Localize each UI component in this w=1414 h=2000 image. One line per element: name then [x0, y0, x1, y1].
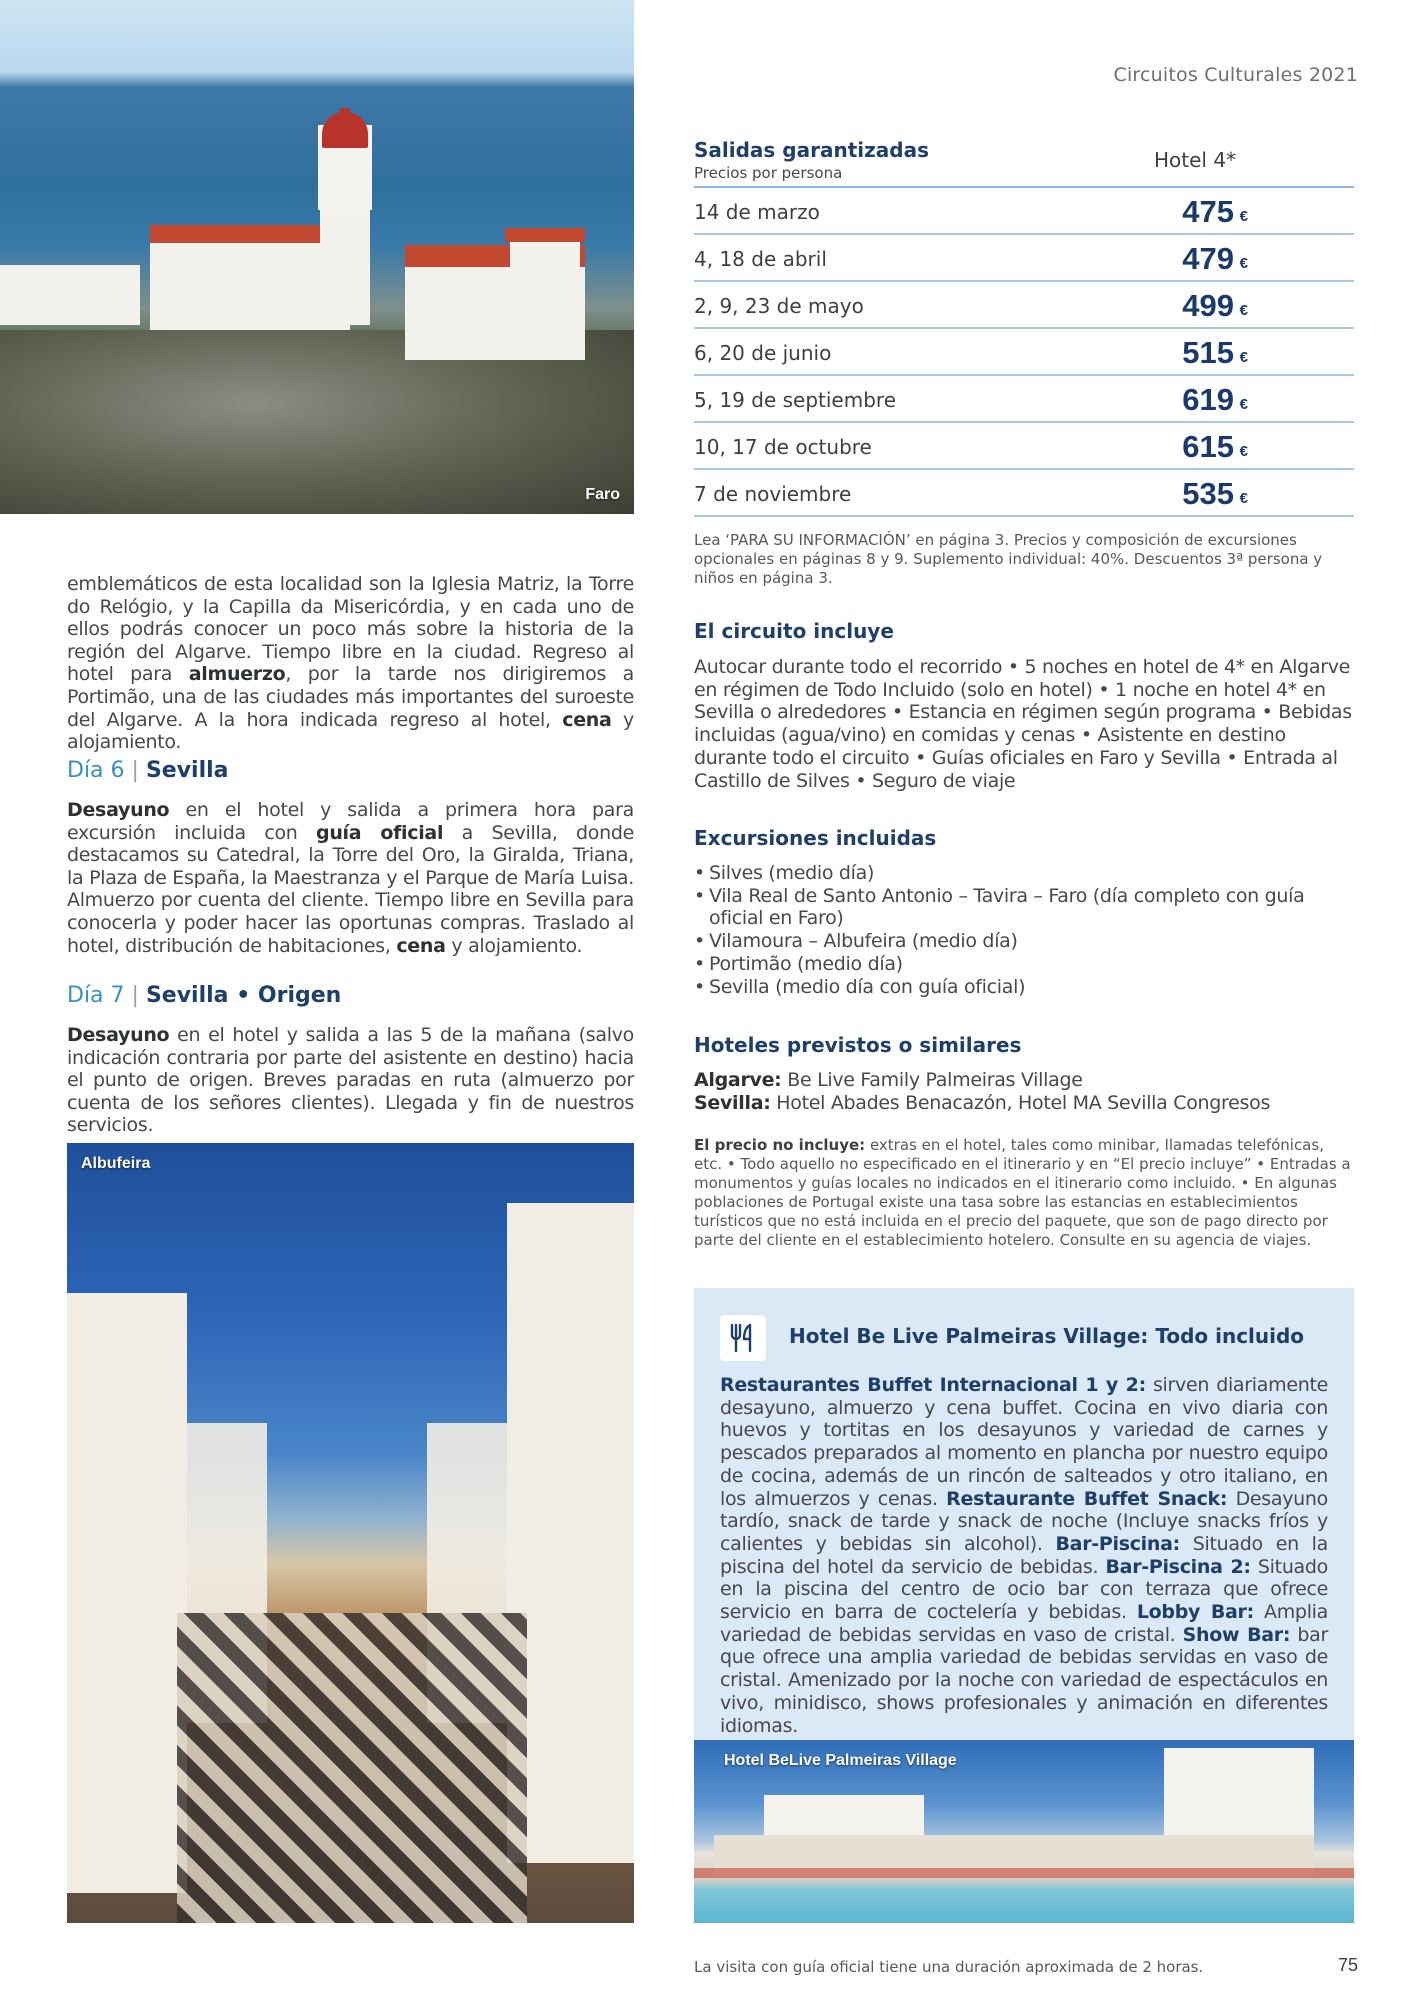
bold-run: guía oficial: [316, 821, 444, 844]
text-run: y alojamiento.: [445, 934, 583, 957]
text-run: en el hotel y salida a las 5 de la mañana (salvo indicación contraria por parte del asistente en destino) hacia el punto de origen. Breves paradas en ruta (almuerzo por cuenta de los señores clientes). Llegada y fin de nuestros servicios.: [67, 1024, 634, 1137]
hoteles-lines: [694, 1069, 1354, 1114]
list-item: • Portimão (medio día): [694, 953, 1354, 976]
hotel-line: [694, 1069, 1354, 1092]
day7-label: Día 7: [67, 983, 125, 1008]
day7-heading: [67, 983, 341, 1008]
day6-body: [67, 799, 634, 957]
price-currency: €: [1239, 208, 1248, 225]
text-run: bar que ofrece una amplia variedad de bebidas servidas en vaso de cristal. Amenizado por la noche con variedad de espectáculos en vivo, minidisco, shows profesionales y animación en diferentes idiomas.: [720, 1623, 1328, 1737]
hotel-box-body: [720, 1374, 1328, 1737]
price-table: [694, 138, 1354, 517]
day6-title: Sevilla: [145, 758, 229, 783]
hotel-line-value: Be Live Family Palmeiras Village: [781, 1069, 1083, 1091]
price-table-title: Salidas garantizadas: [694, 138, 929, 162]
bold-run: cena: [562, 708, 612, 731]
hotel-photo: [694, 1740, 1354, 1923]
price-value: 515: [1182, 335, 1234, 370]
text-run: Desayuno tardío, snack de tarde y snack de noche (Incluye snacks fríos y calientes y bebidas sin alcohol).: [720, 1487, 1328, 1555]
text-run: Situado en la piscina del hotel da servicio de bebidas.: [720, 1532, 1328, 1578]
bold-run: Desayuno: [67, 799, 170, 821]
price-date: 5, 19 de septiembre: [694, 388, 896, 412]
bold-run: cena: [396, 934, 446, 957]
price-currency: €: [1239, 443, 1248, 460]
text-run: y alojamiento.: [67, 708, 634, 754]
price-currency: €: [1239, 349, 1248, 366]
bold-run: Restaurantes Buffet Internacional 1 y 2:: [720, 1374, 1146, 1396]
text-run: , por la tarde nos dirigiremos a Portimão, una de las ciudades más importantes del suroeste del Algarve. A la hora indicada regreso al hotel,: [67, 663, 634, 731]
precio-no-incluye-text: extras en el hotel, tales como minibar, llamadas telefónicas, etc. • Todo aquello no especificado en el itinerario y en “El precio incluye” • Entradas a monumentos y guías locales no indicados en el itinerario como incluido. • En algunas poblaciones de Portugal existe una tasa sobre las estancias en establecimientos turísticos que no está incluida en el precio del paquete, que son de pago directo por parte del cliente en el establecimiento hotelero. Consulte en su agencia de viajes.: [694, 1136, 1351, 1249]
bold-run: Show Bar:: [1182, 1623, 1291, 1646]
excursiones-list: [694, 862, 1354, 998]
precio-no-incluye: [694, 1136, 1354, 1250]
circuito-heading: El circuito incluye: [694, 619, 894, 643]
day6-body-text: [67, 799, 634, 957]
bold-run: Bar-Piscina:: [1055, 1532, 1180, 1555]
price-currency: €: [1239, 302, 1248, 319]
intro-paragraph: [67, 573, 634, 754]
hotel-all-inclusive-box: [694, 1288, 1354, 1740]
albufeira-photo-label: Albufeira: [81, 1155, 151, 1172]
hoteles-heading: Hoteles previstos o similares: [694, 1033, 1022, 1057]
bold-run: Desayuno: [67, 1024, 170, 1046]
price-value: 619: [1182, 382, 1234, 417]
list-item: • Silves (medio día): [694, 862, 1354, 885]
footer-note: La visita con guía oficial tiene una duración aproximada de 2 horas.: [694, 1958, 1204, 1976]
list-item: • Sevilla (medio día con guía oficial): [694, 976, 1354, 999]
text-run: emblemáticos de esta localidad son la Iglesia Matriz, la Torre do Relógio, y la Capilla da Misericórdia, y en cada uno de ellos podrás conocer un poco más sobre la historia de la región del Algarve. Tiempo libre en la ciudad. Regreso al hotel para: [67, 573, 634, 686]
price-row: [694, 376, 1354, 423]
precio-no-incluye-label: El precio no incluye:: [694, 1136, 866, 1154]
text-run: sirven diariamente desayuno, almuerzo y cena buffet. Cocina en vivo diaria con huevos y tortitas en los desayunos y variedad de carnes y pescados preparados al momento en plancha por nuestro equipo de cocina, además de un rincón de salteados y otro italiano, en los almuerzos y cenas.: [720, 1374, 1328, 1510]
day7-title: Sevilla • Origen: [145, 983, 342, 1008]
text-run: Amplia variedad de bebidas servidas en vaso de cristal.: [720, 1601, 1328, 1646]
hotel-line-value: Hotel Abades Benacazón, Hotel MA Sevilla Congresos: [770, 1091, 1271, 1114]
price-row: [694, 423, 1354, 470]
price-table-subtitle: Precios por persona: [694, 164, 843, 182]
day7-body-text: [67, 1024, 634, 1136]
day6-label: Día 6: [67, 758, 125, 783]
running-head: Circuitos Culturales 2021: [1113, 64, 1358, 86]
price-value: 615: [1182, 429, 1234, 464]
price-date: 4, 18 de abril: [694, 247, 827, 271]
price-row: [694, 470, 1354, 517]
price-row: [694, 188, 1354, 235]
price-date: 7 de noviembre: [694, 482, 852, 506]
price-table-column-header: Hotel 4*: [1154, 148, 1237, 172]
excursiones-heading: Excursiones incluidas: [694, 826, 937, 850]
price-value: 475: [1182, 194, 1234, 229]
price-currency: €: [1239, 490, 1248, 507]
day7-separator: |: [131, 983, 139, 1008]
price-table-header: [694, 138, 1354, 188]
price-note: Lea ‘PARA SU INFORMACIÓN’ en página 3. Precios y composición de excursiones opcionales en páginas 8 y 9. Suplemento individual: 40%. Descuentos 3ª persona y niños en página 3.: [694, 531, 1323, 587]
hotel-line-label: Sevilla:: [694, 1091, 771, 1114]
hotel-line: [694, 1092, 1354, 1115]
bold-run: Bar-Piscina 2:: [1105, 1555, 1251, 1578]
page-number: 75: [1337, 1955, 1358, 1975]
price-row: [694, 282, 1354, 329]
price-date: 14 de marzo: [694, 200, 820, 224]
albufeira-photo: [67, 1143, 634, 1923]
day7-body: [67, 1024, 634, 1137]
day6-separator: |: [131, 758, 139, 783]
price-date: 10, 17 de octubre: [694, 435, 872, 459]
price-value: 479: [1182, 241, 1234, 276]
list-item: • Vila Real de Santo Antonio – Tavira – Faro (día completo con guía oficial en Faro): [694, 885, 1354, 930]
price-value: 535: [1182, 476, 1234, 511]
intro-paragraph-text: [67, 573, 634, 753]
circuito-text: Autocar durante todo el recorrido • 5 noches en hotel de 4* en Algarve en régimen de Todo Incluido (solo en hotel) • 1 noche en hotel 4* en Sevilla o alrededores • Estancia en régimen según programa • Bebidas incluidas (agua/vino) en comidas y cenas • Asistente en destino durante todo el circuito • Guías oficiales en Faro y Sevilla • Entrada al Castillo de Silves • Seguro de viaje: [694, 656, 1352, 792]
price-row: [694, 329, 1354, 376]
restaurant-icon: [720, 1315, 766, 1361]
text-run: en el hotel y salida a primera hora para excursión incluida con: [67, 799, 634, 844]
price-currency: €: [1239, 255, 1248, 272]
day6-heading: [67, 758, 229, 783]
hotel-box-title: Hotel Be Live Palmeiras Village: Todo incluido: [789, 1324, 1305, 1348]
price-value: 499: [1182, 288, 1234, 323]
price-currency: €: [1239, 396, 1248, 413]
text-run: a Sevilla, donde destacamos su Catedral, la Torre del Oro, la Giralda, Triana, la Plaza de España, la Maestranza y el Parque de María Luisa. Almuerzo por cuenta del cliente. Tiempo libre en Sevilla para conocerla y poder hacer las oportunas compras. Traslado al hotel, distribución de habitaciones,: [67, 821, 635, 957]
faro-photo-label: Faro: [585, 486, 620, 503]
hotel-line-label: Algarve:: [694, 1069, 782, 1091]
price-row: [694, 235, 1354, 282]
price-date: 2, 9, 23 de mayo: [694, 294, 864, 318]
text-run: Situado en la piscina del centro de ocio bar con terraza que ofrece servicio en barra de coctelería y bebidas.: [720, 1555, 1328, 1624]
price-date: 6, 20 de junio: [694, 341, 832, 365]
hotel-photo-label: Hotel BeLive Palmeiras Village: [724, 1752, 957, 1769]
bold-run: Restaurante Buffet Snack:: [946, 1487, 1228, 1510]
list-item: • Vilamoura – Albufeira (medio día): [694, 930, 1354, 953]
bold-run: almuerzo: [188, 663, 286, 686]
faro-photo: [0, 0, 634, 514]
bold-run: Lobby Bar:: [1136, 1601, 1254, 1624]
